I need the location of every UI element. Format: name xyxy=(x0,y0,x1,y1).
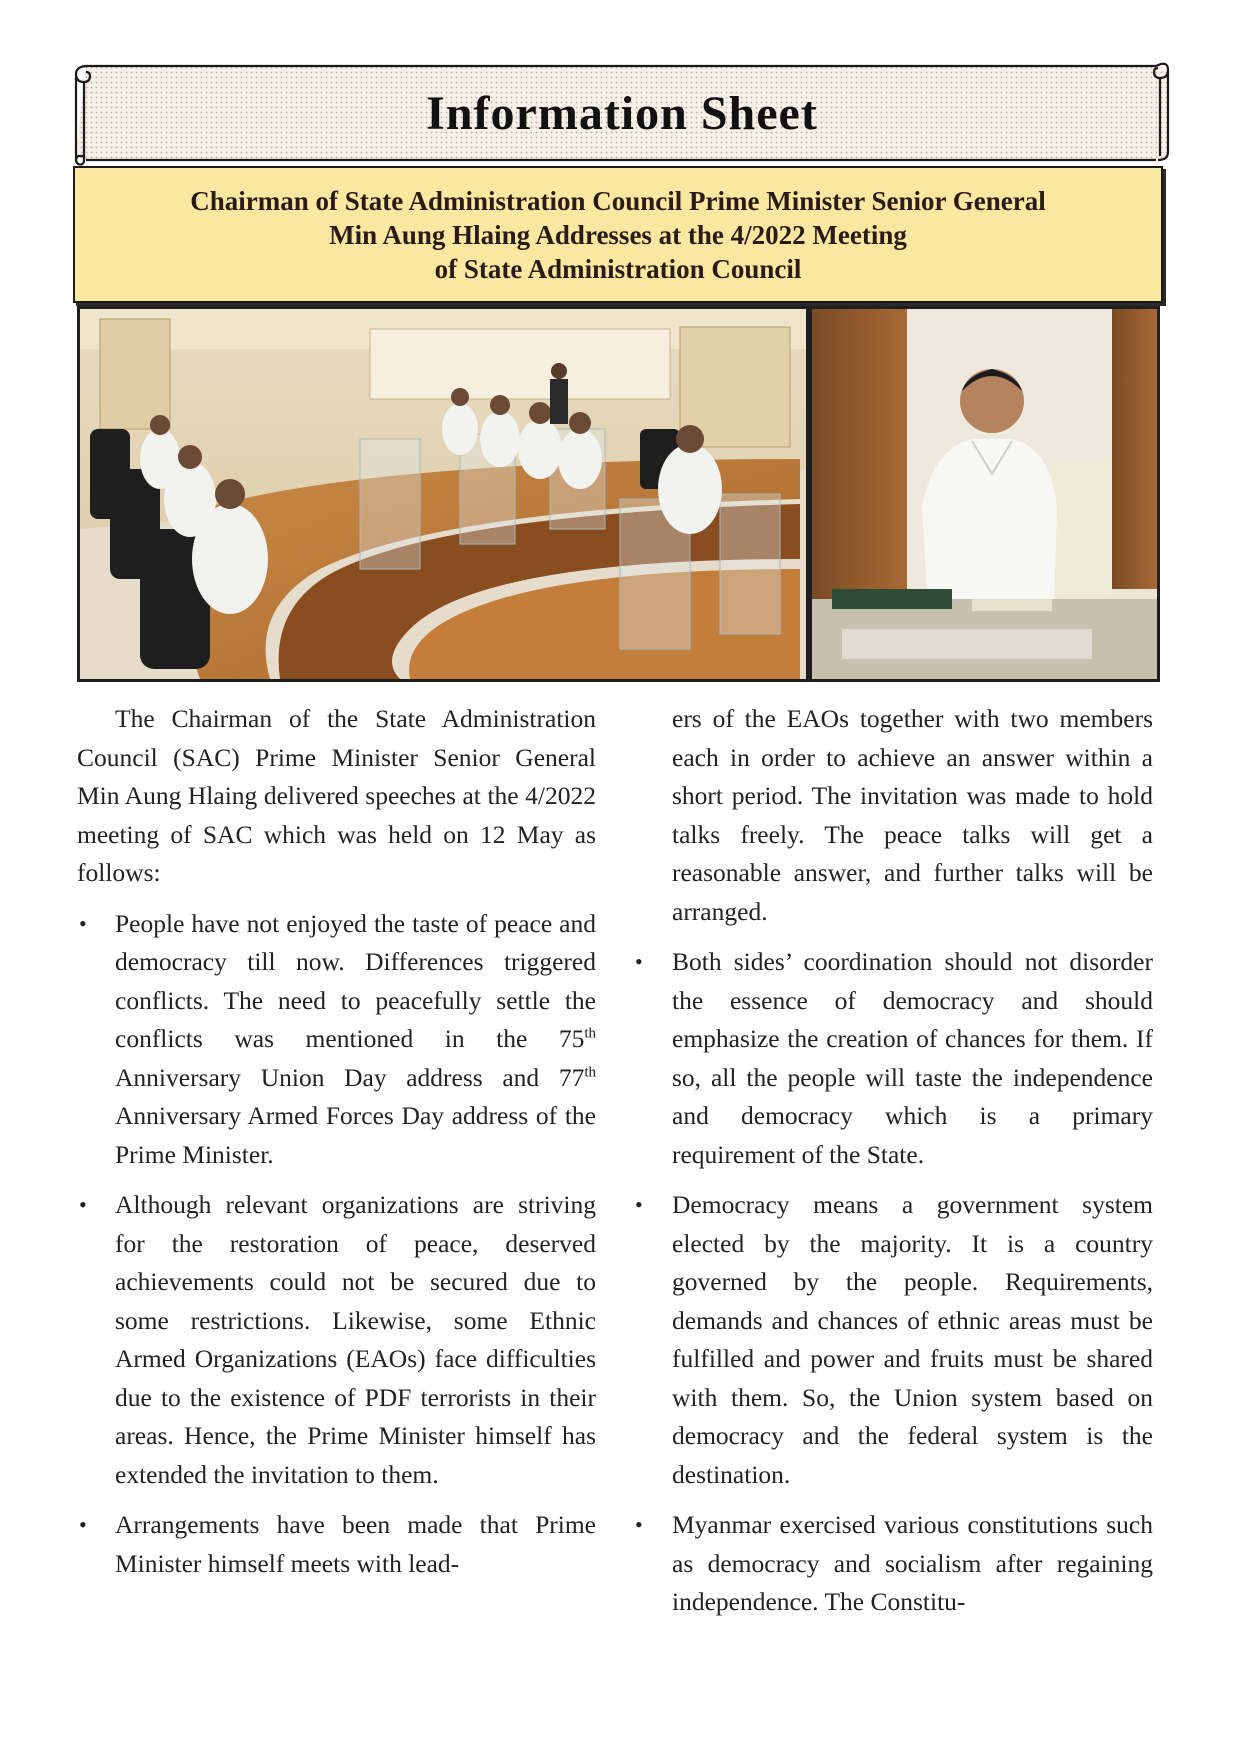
photo-strip xyxy=(77,306,1160,682)
left-bullet-list xyxy=(77,905,596,1584)
speaker-photo xyxy=(812,309,1157,679)
continued-paragraph: ers of the EAOs together with two members each in order to achieve an answer within a short period. The invitation was made to hold talks freely. The peace talks will get a reasonable answer, and further talks will be arranged. xyxy=(672,704,1153,926)
list-item xyxy=(615,1506,1153,1622)
bullet-icon: • xyxy=(79,910,87,936)
bullet-text-6: Myanmar exercised various constitutions such as democracy and socialism after regaining independence. The Constitu- xyxy=(672,1510,1153,1616)
right-bullet-list xyxy=(615,943,1153,1622)
bullet-text-3: Arrangements have been made that Prime Minister himself meets with lead- xyxy=(115,1510,596,1578)
title-banner xyxy=(74,60,1170,166)
list-item xyxy=(615,1186,1153,1494)
right-column xyxy=(615,700,1153,1634)
bullet-text-1: People have not enjoyed the taste of peace and democracy till now. Differences triggered conflicts. The need to peacefully settle the conflicts was mentioned in the 75th Anniversary Union Day address and 77th Anniversary Armed Forces Day address of the Prime Minister. xyxy=(115,908,596,1169)
bullet-icon: • xyxy=(635,1512,643,1537)
bullet-icon: • xyxy=(79,1192,87,1217)
list-item xyxy=(77,1186,596,1494)
headline-line-3: of State Administration Council xyxy=(434,254,802,284)
bullet-icon: • xyxy=(635,949,643,974)
list-item xyxy=(77,905,596,1175)
left-column xyxy=(77,700,596,1595)
bullet-text-2: Although relevant organizations are striving for the restoration of peace, deserved achievements could not be secured due to some restrictions. Likewise, some Ethnic Armed Organizations (EAOs) face difficulties due to the existence of PDF terrorists in their areas. Hence, the Prime Minister himself has extended the invitation to them. xyxy=(115,1190,596,1489)
headline-line-2: Min Aung Hlaing Addresses at the 4/2022 Meeting xyxy=(329,220,907,250)
meeting-room-photo xyxy=(80,309,806,679)
intro-paragraph: The Chairman of the State Administration Council (SAC) Prime Minister Senior General Min Aung Hlaing delivered speeches at the 4/2022 meeting of SAC which was held on 12 May as follows: xyxy=(77,704,596,887)
headline-line-1: Chairman of State Administration Council Prime Minister Senior General xyxy=(190,186,1046,216)
list-item xyxy=(77,1506,596,1583)
bullet-text-5: Democracy means a government system elected by the majority. It is a country governed by the people. Requirements, demands and chances of ethnic areas must be fulfilled and power and fruits must be shared with them. So, the Union system based on democracy and the federal system is the destination. xyxy=(672,1190,1153,1489)
page-title: Information Sheet xyxy=(426,87,818,140)
list-item xyxy=(615,943,1153,1174)
bullet-text-4: Both sides’ coordination should not disorder the essence of democracy and should emphasize the creation of chances for them. If so, all the people will taste the independence and democracy which is a primary requirement of the State. xyxy=(672,947,1153,1169)
headline-box xyxy=(73,166,1163,303)
bullet-icon: • xyxy=(635,1192,643,1217)
bullet-icon: • xyxy=(79,1512,87,1537)
